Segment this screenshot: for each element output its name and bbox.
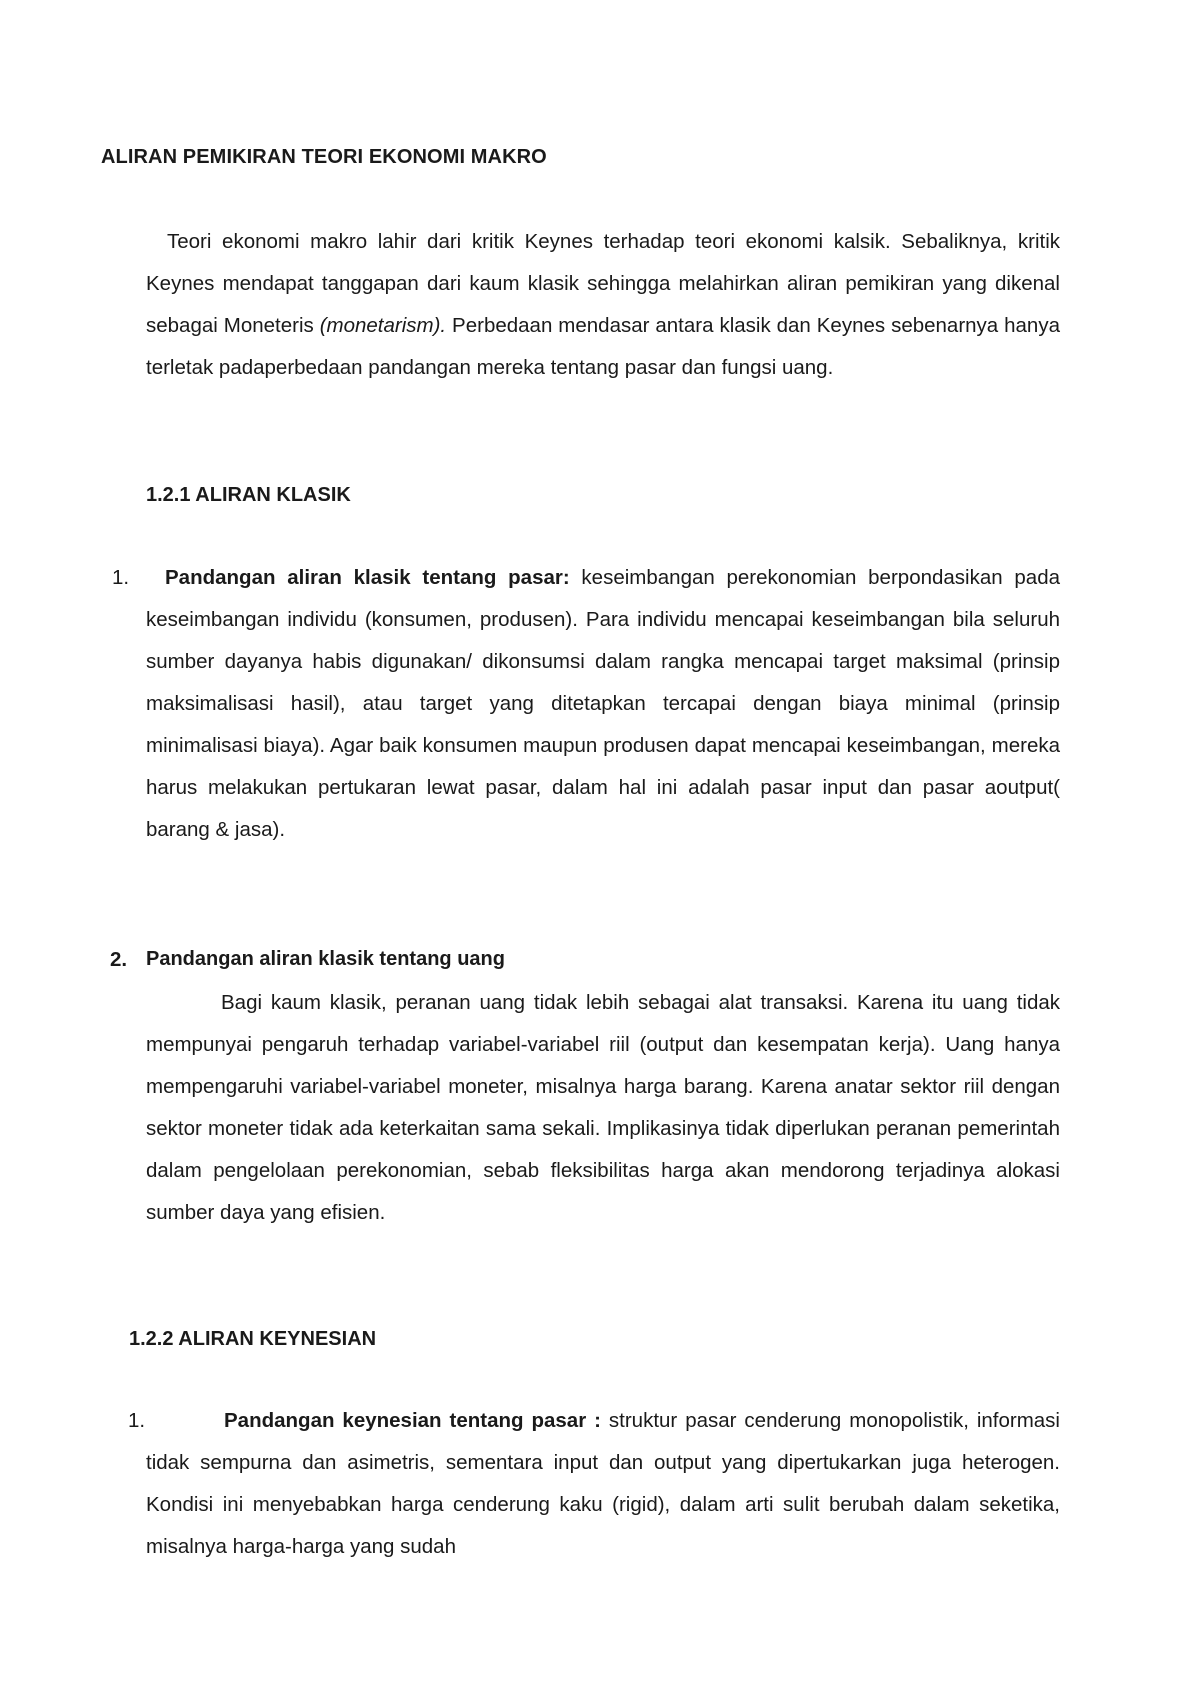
list-number: 2. xyxy=(110,948,128,971)
list-item-keynesian-pasar xyxy=(146,1400,1060,1568)
list-item-text: struktur pasar cenderung monopolistik, informasi tidak sempurna dan asimetris, sementara input dan output yang dipertukarkan juga heterogen. Kondisi ini menyebabkan harga cenderung kaku (rigid), dalam arti sulit berubah dalam seketika, misalnya harga-harga yang sudah xyxy=(146,1409,1060,1558)
list-item-heading-klasik-uang: Pandangan aliran klasik tentang uang xyxy=(146,948,505,970)
section-heading-keynesian: 1.2.2 ALIRAN KEYNESIAN xyxy=(129,1328,377,1350)
list-number: 1. xyxy=(112,566,130,589)
intro-italic-term: (monetarism). xyxy=(319,314,447,337)
document-title: ALIRAN PEMIKIRAN TEORI EKONOMI MAKRO xyxy=(101,146,547,168)
intro-text: Teori ekonomi makro lahir dari kritik Keynes terhadap teori ekonomi kalsik. Sebaliknya, kritik Keynes mendapat tanggapan dari kaum klasik sehingga melahirkan aliran pemikiran yang dikenal sebagai Moneteris xyxy=(146,230,1060,337)
list-item-klasik-pasar xyxy=(146,557,1060,851)
list-item-klasik-uang: Bagi kaum klasik, peranan uang tidak lebih sebagai alat transaksi. Karena itu uang tidak mempunyai pengaruh terhadap variabel-variabel riil (output dan kesempatan kerja). Uang hanya mempengaruhi variabel-variabel moneter, misalnya harga barang. Karena anatar sektor riil dengan sektor moneter tidak ada keterkaitan sama sekali. Implikasinya tidak diperlukan peranan pemerintah dalam pengelolaan perekonomian, sebab fleksibilitas harga akan mendorong terjadinya alokasi sumber daya yang efisien. xyxy=(146,991,1060,1224)
intro-text-tail: Perbedaan mendasar antara klasik dan Keynes sebenarnya hanya terletak padaperbedaan pandangan mereka tentang pasar dan fungsi uang. xyxy=(146,314,1060,379)
list-item-text: keseimbangan perekonomian berpondasikan pada keseimbangan individu (konsumen, produsen). Para individu mencapai keseimbangan bila seluruh sumber dayanya habis digunakan/ dikonsumsi dalam rangka mencapai target maksimal (prinsip maksimalisasi hasil), atau target yang ditetapkan tercapai dengan biaya minimal (prinsip minimalisasi biaya). Agar baik konsumen maupun produsen dapat mencapai keseimbangan, mereka harus melakukan pertukaran lewat pasar, dalam hal ini adalah pasar input dan pasar aoutput( barang & jasa). xyxy=(146,566,1060,841)
list-item-heading: Pandangan keynesian tentang pasar : xyxy=(224,1409,601,1432)
section-heading-klasik: 1.2.1 ALIRAN KLASIK xyxy=(146,484,351,506)
intro-paragraph xyxy=(146,221,1060,389)
list-item-heading: Pandangan aliran klasik tentang pasar: xyxy=(165,566,570,589)
list-number: 1. xyxy=(128,1409,146,1432)
